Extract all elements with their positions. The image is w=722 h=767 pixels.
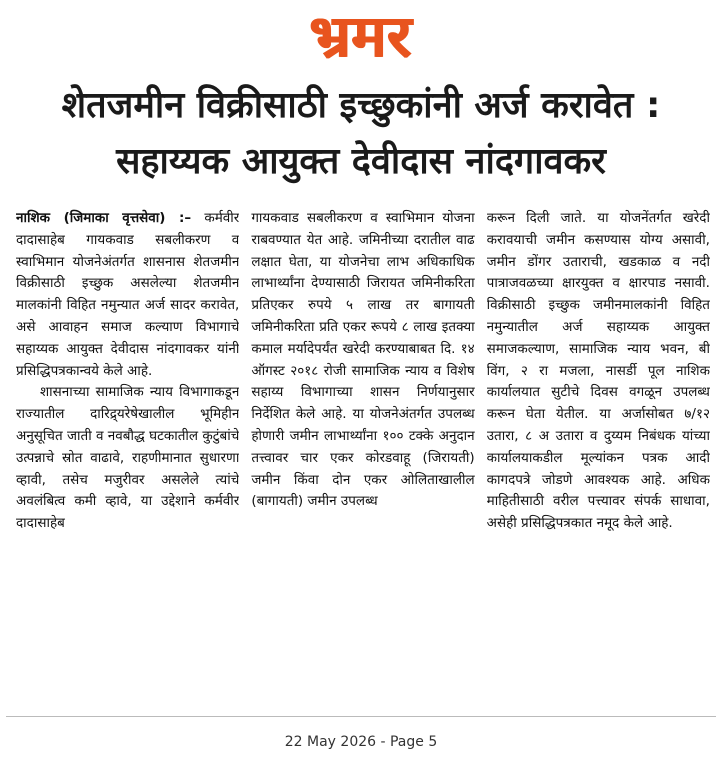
divider — [6, 716, 716, 717]
page-footer: 22 May 2026 - Page 5 — [284, 734, 438, 750]
article-paragraph: शासनाच्या सामाजिक न्याय विभागाकडून राज्यातील दारिद्र्यरेषेखालील भूमिहीन अनुसूचित जाती व नवबौद्ध घटकातील कुटुंबांचे उत्पन्नाचे स्रोत वाढावे, राहणीमानात सुधारणा व्हावी, तसेच मजुरीवर असलेले त्यांचे अवलंबित्व कमी व्हावे, या उद्देशाने कर्मवीर दादासाहेब — [16, 384, 240, 532]
article-column-1 — [16, 208, 239, 696]
headline-line-1: शेतजमीन विक्रीसाठी इच्छुकांनी अर्ज करावेत : — [61, 85, 661, 126]
headline-line-2: सहाय्यक आयुक्त देवीदास नांदगावकर — [116, 141, 606, 182]
article-paragraph: गायकवाड सबलीकरण व स्वाभिमान योजना राबवण्यात येत आहे. जमिनीच्या दरातील वाढ लक्षात घेता, या योजनेचा लाभ अधिकाधिक लाभार्थ्यांना देण्यासाठी जिरायत जमिनीकरिता प्रतिएकर रुपये ५ लाख तर बागायती जमिनीकरिता प्रति एकर रूपये ८ लाख इतक्या कमाल मर्यादेपर्यंत खरेदी करण्याबाबत दि. १४ ऑगस्ट २०१८ रोजी सामाजिक न्याय व विशेष सहाय्य विभागाच्या शासन निर्णयानुसार निर्देशित केले आहे. या योजनेअंतर्गत उपलब्ध होणारी जमीन लाभार्थ्यांना १०० टक्के अनुदान तत्त्वावर चार एकर कोरडवाहू (जिरायती) जमीन किंवा दोन एकर ओलिताखालील (बागायती) जमीन उपलब्ध — [251, 210, 475, 510]
article-column-2 — [251, 208, 474, 696]
article-paragraph: करून दिली जाते. या योजनेंतर्गत खरेदी करावयाची जमीन कसण्यास योग्य असावी, जमीन डोंगर उताराची, खडकाळ व नदी पात्राजवळच्या क्षारयुक्त व क्षारपाड नसावी. विक्रीसाठी इच्छुक जमीनमालकांनी विहित नमुन्यातील अर्ज सहाय्यक आयुक्त समाजकल्याण, सामाजिक न्याय भवन, बी विंग, २ रा मजला, नासर्डी पूल नाशिक कार्यालयात सुटीचे दिवस वगळून उपलब्ध करून घेता येतील. या अर्जासोबत ७/१२ उतारा, ८ अ उतारा व दुय्यम निबंधक यांच्या कार्यालयाकडील मूल्यांकन पत्रक आदी कागदपत्रे जोडणे आवश्यक आहे. अधिक माहितीसाठी वरील पत्त्यावर संपर्क साधावा, असेही प्रसिद्धिपत्रकात नमूद केले आहे. — [486, 210, 710, 532]
masthead — [0, 0, 722, 72]
article-column-3 — [487, 208, 710, 696]
article-body — [16, 208, 710, 696]
newspaper-logo: भ्रमर — [309, 2, 413, 70]
dateline: नाशिक (जिमाका वृत्तसेवा) :– — [16, 210, 192, 226]
headline — [0, 78, 722, 190]
paragraph-text: कर्मवीर दादासाहेब गायकवाड सबलीकरण व स्वाभिमान योजनेअंतर्गत शासनास शेतजमीन विक्रीसाठी इच्छुक असलेल्या शेतजमीन मालकांनी विहित नमुन्यात अर्ज सादर करावेत, असे आवाहन समाज कल्याण विभागाचे सहाय्यक आयुक्त देवीदास नांदगावकर यांनी प्रसिद्धिपत्रकान्वये केले आहे. — [16, 210, 240, 379]
article-paragraph — [16, 208, 239, 382]
